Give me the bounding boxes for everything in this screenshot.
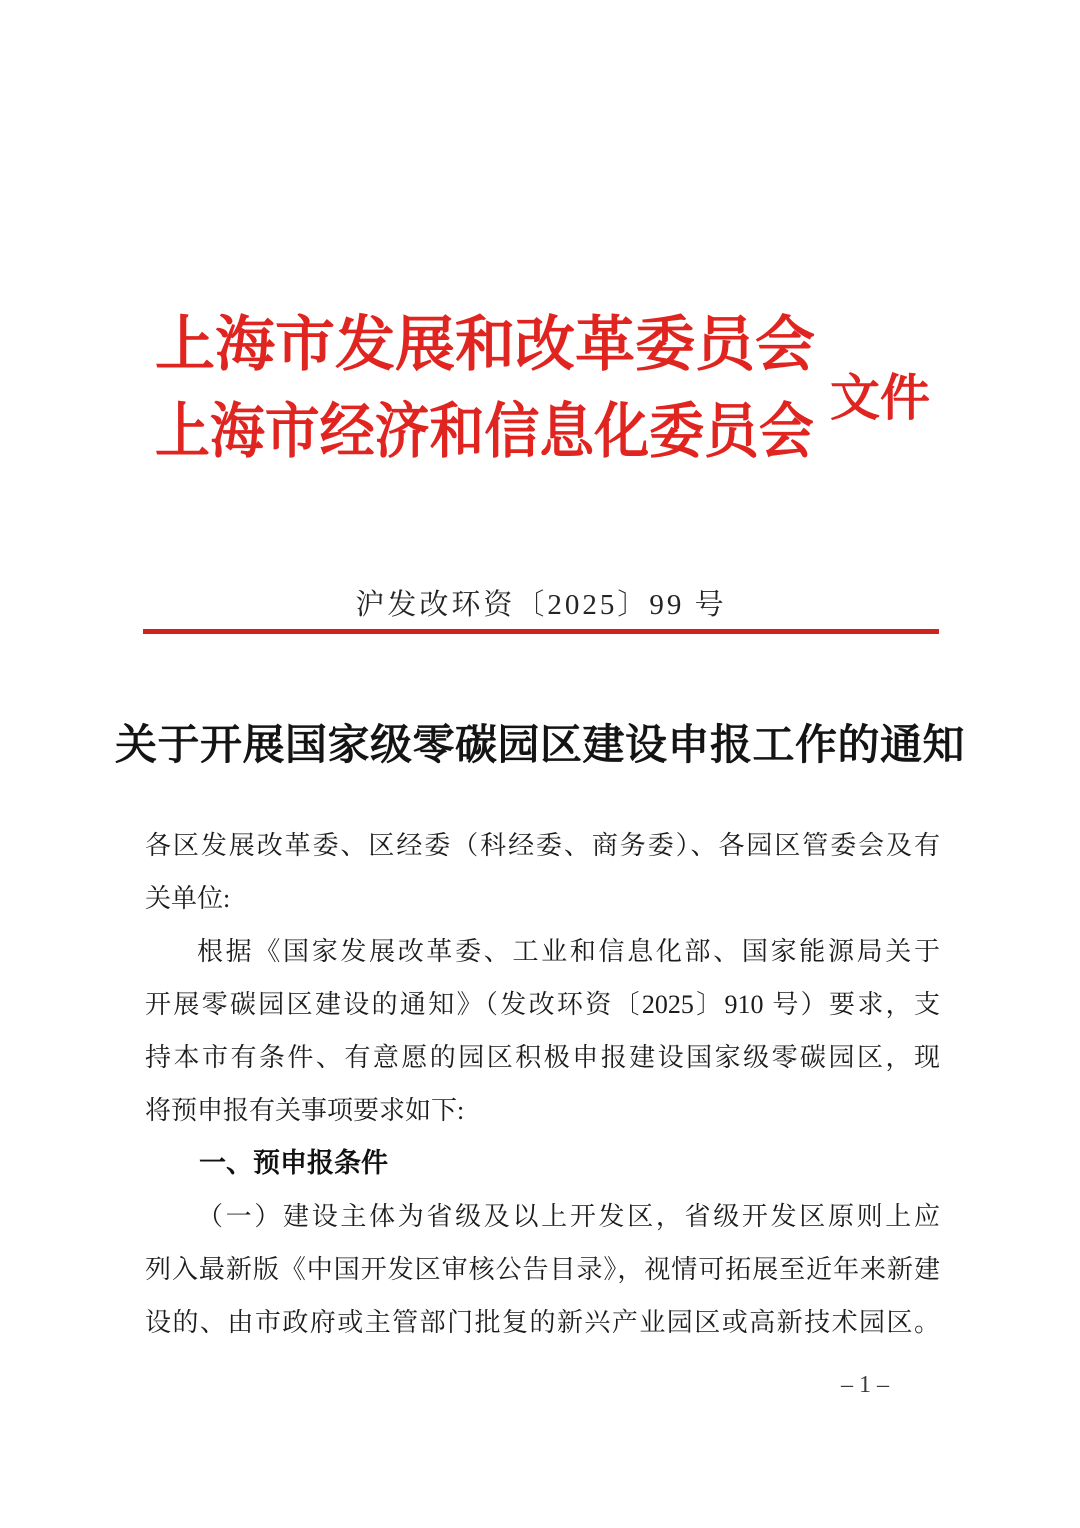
red-divider-line	[143, 629, 939, 634]
org-name-line-1: 上海市发展和改革委员会	[155, 312, 815, 378]
document-reference-number: 沪发改环资〔2025〕99 号	[355, 589, 727, 621]
body-line: 各区发展改革委、区经委（科经委、商务委）、各园区管委会及有	[145, 831, 940, 860]
body-line: （一）建设主体为省级及以上开发区，省级开发区原则上应	[197, 1202, 940, 1231]
body-line: 开展零碳园区建设的通知》（发改环资〔2025〕910 号）要求，支	[145, 990, 940, 1019]
org-name-line-2: 上海市经济和信息化委员会	[155, 399, 814, 465]
body-line: 关单位:	[145, 884, 231, 913]
document-suffix-label: 文件	[830, 370, 930, 426]
body-line: 持本市有条件、有意愿的园区积极申报建设国家级零碳园区，现	[145, 1043, 940, 1072]
letterhead	[155, 302, 930, 476]
body-line: 根据《国家发展改革委、工业和信息化部、国家能源局关于	[197, 937, 940, 966]
document-body	[145, 819, 940, 1349]
body-line: 列入最新版《中国开发区审核公告目录》，视情可拓展至近年来新建	[145, 1255, 940, 1284]
body-line: 将预申报有关事项要求如下:	[145, 1096, 465, 1125]
body-line: 设的、由市政府或主管部门批复的新兴产业园区或高新技术园区。	[145, 1308, 940, 1337]
issuing-organizations	[155, 302, 815, 476]
document-title: 关于开展国家级零碳园区建设申报工作的通知	[114, 723, 965, 769]
page-number: – 1 –	[841, 1372, 889, 1398]
section-heading: 一、预申报条件	[199, 1148, 388, 1178]
